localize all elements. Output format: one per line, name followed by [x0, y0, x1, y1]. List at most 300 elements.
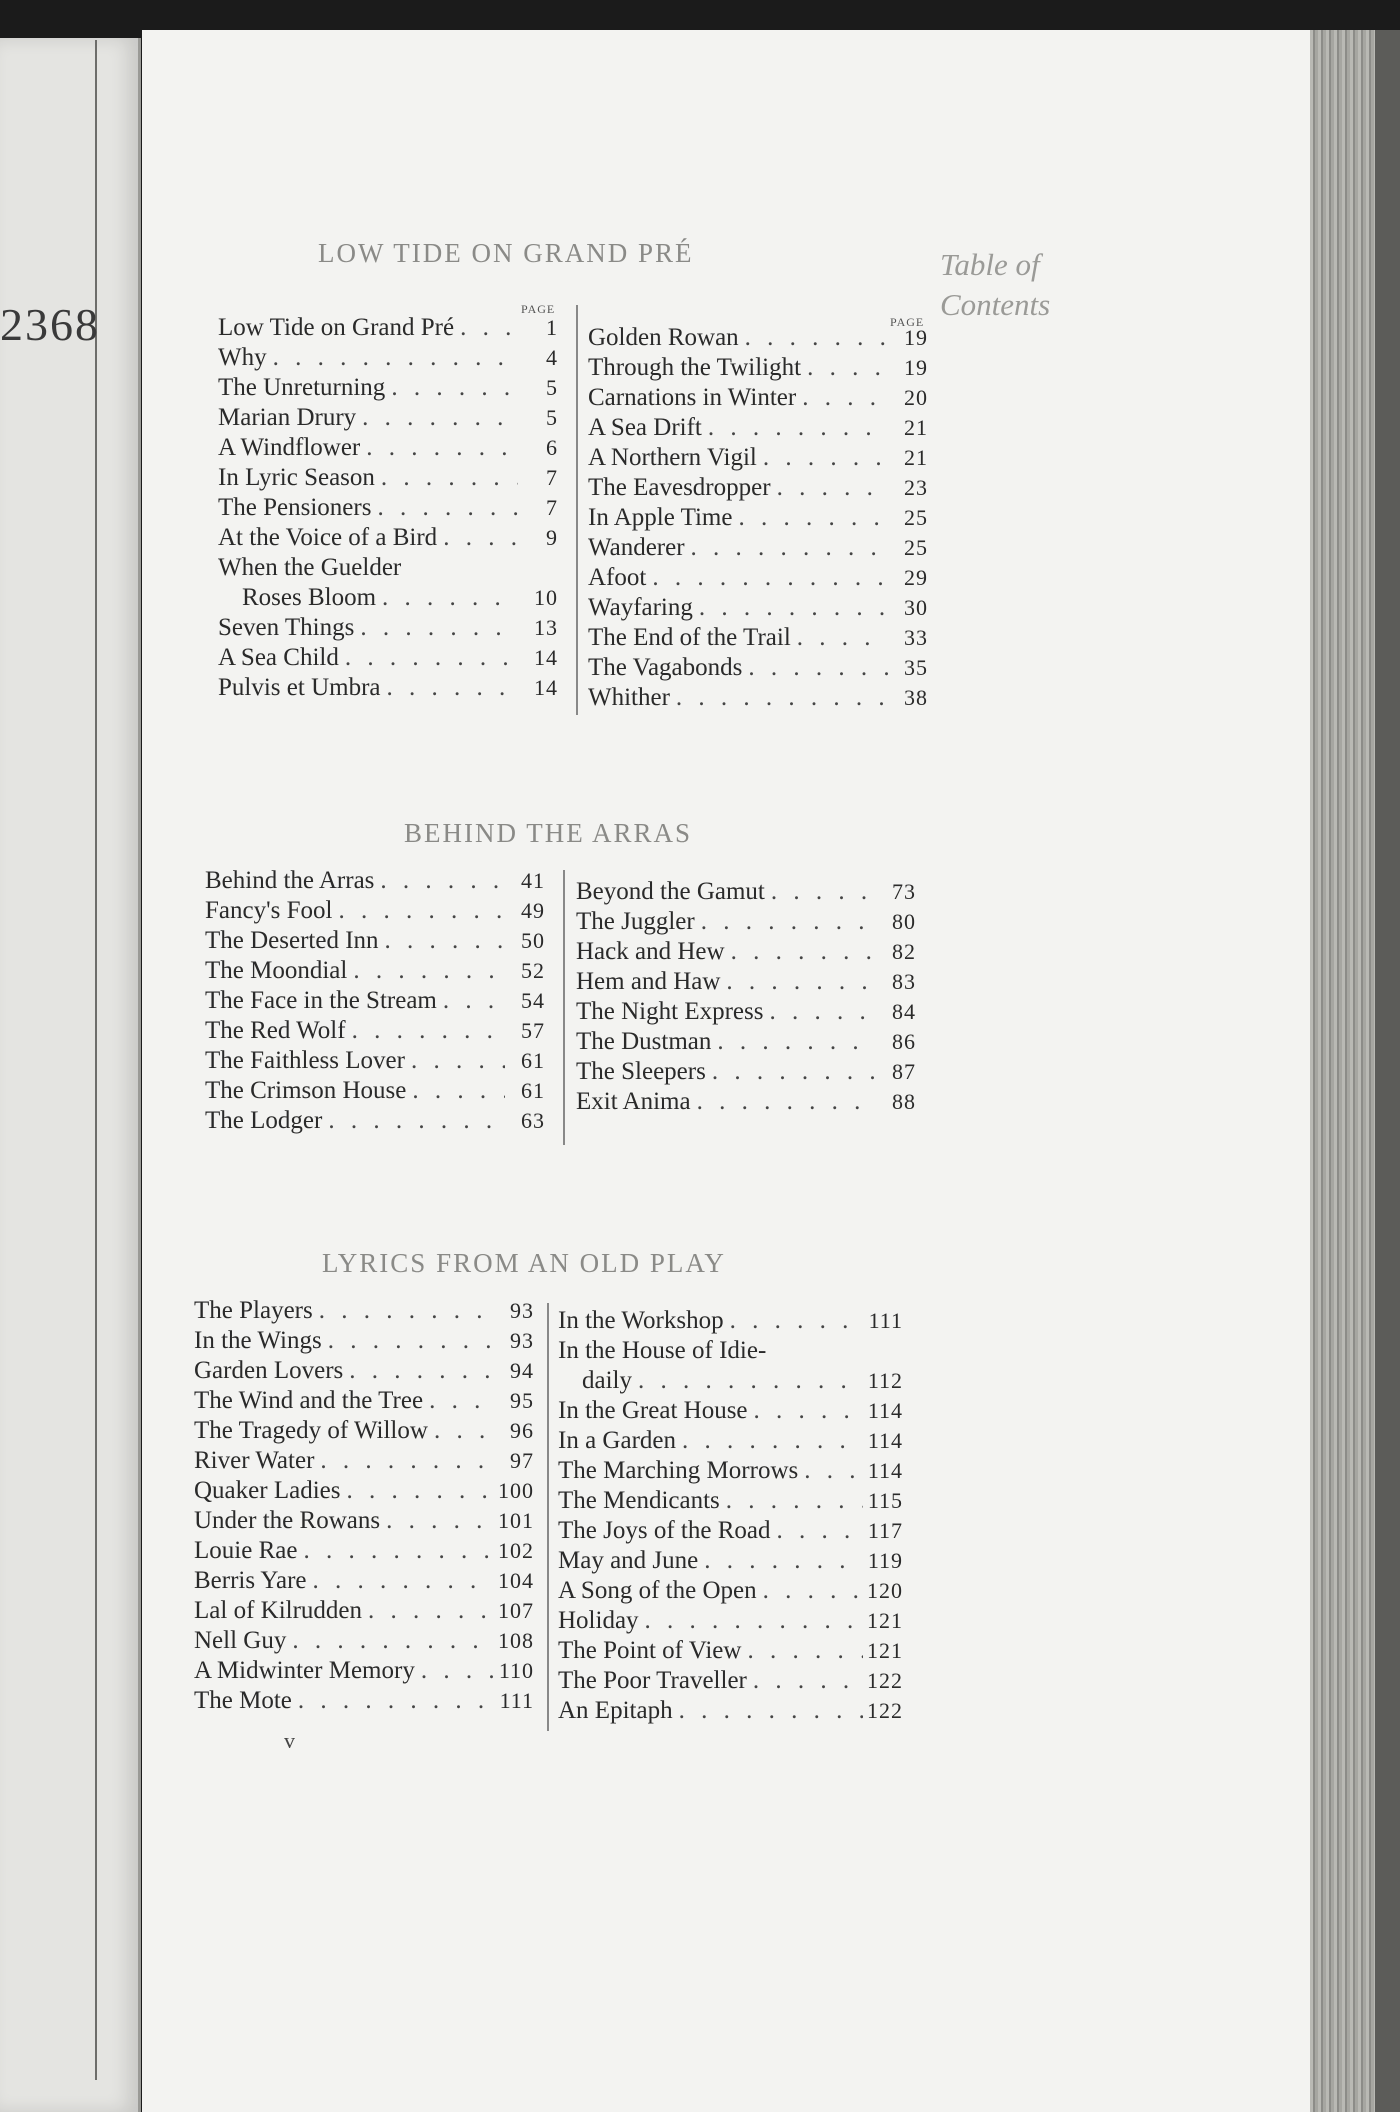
- entry-title: The Mote: [194, 1687, 292, 1714]
- toc-entry: [576, 1027, 916, 1057]
- toc-entry: [576, 1087, 916, 1117]
- dot-leader: [748, 1396, 863, 1426]
- entry-page-number: 97: [510, 1448, 534, 1473]
- entry-page-number: 61: [521, 1048, 545, 1073]
- toc-entry: [588, 503, 928, 533]
- entry-page-number: 95: [510, 1388, 534, 1413]
- toc-entry: [194, 1626, 534, 1656]
- toc-entry: [205, 1076, 545, 1106]
- entry-title: The Deserted Inn: [205, 927, 379, 954]
- entry-page-number: 114: [867, 1398, 903, 1423]
- toc-entry: [558, 1696, 903, 1726]
- entry-page-number: 121: [867, 1638, 903, 1663]
- entry-page-number: 14: [534, 675, 558, 700]
- book-spine-shadow: [1375, 30, 1400, 2112]
- toc-entry: [588, 323, 928, 353]
- section-title: BEHIND THE ARRAS: [404, 818, 693, 848]
- entry-title: At the Voice of a Bird: [218, 524, 438, 551]
- entry-title: The Wind and the Tree: [194, 1387, 424, 1414]
- entry-title: In the Workshop: [558, 1307, 724, 1334]
- entry-title: Louie Rae: [194, 1537, 298, 1564]
- toc-entry: [588, 413, 928, 443]
- dot-leader: [343, 1356, 494, 1386]
- dot-leader: [292, 1686, 494, 1716]
- dot-leader: [702, 413, 888, 443]
- entry-title: Nell Guy: [194, 1627, 287, 1654]
- toc-entry: [558, 1666, 903, 1696]
- margin-title: [940, 245, 1110, 325]
- toc-entry: [194, 1596, 534, 1626]
- entry-title: The Vagabonds: [588, 654, 743, 681]
- entry-page-number: 33: [904, 625, 928, 650]
- dot-leader: [676, 1426, 863, 1456]
- dot-leader: [741, 1636, 863, 1666]
- dot-leader: [314, 1446, 494, 1476]
- dot-leader: [747, 1666, 863, 1696]
- entry-page-number: 7: [546, 465, 558, 490]
- entry-page-number: 21: [904, 415, 928, 440]
- entry-title: Beyond the Gamut: [576, 878, 765, 905]
- entry-page-number: 80: [892, 909, 916, 934]
- toc-entry: [194, 1536, 534, 1566]
- entry-title: In a Garden: [558, 1427, 676, 1454]
- entry-page-number: 122: [867, 1698, 903, 1723]
- toc-entry: [218, 433, 558, 463]
- dot-leader: [428, 1416, 494, 1446]
- dot-leader: [706, 1057, 876, 1087]
- entry-page-number: 87: [892, 1059, 916, 1084]
- dot-leader: [360, 433, 518, 463]
- dot-leader: [297, 1536, 494, 1566]
- toc-column-right: [576, 877, 916, 1117]
- dot-leader: [763, 997, 876, 1027]
- entry-page-number: 1: [546, 315, 558, 340]
- entry-title: Marian Drury: [218, 404, 357, 431]
- dot-leader: [732, 503, 888, 533]
- toc-entry: [218, 523, 558, 553]
- toc-entry: [218, 673, 558, 703]
- toc-entry: [588, 653, 928, 683]
- call-number-stamp: 2368: [0, 299, 100, 350]
- entry-page-number: 61: [521, 1078, 545, 1103]
- entry-page-number: 14: [534, 645, 558, 670]
- entry-page-number: 111: [868, 1308, 903, 1333]
- entry-page-number: 115: [867, 1488, 903, 1513]
- entry-title: A Midwinter Memory: [194, 1657, 415, 1684]
- dot-leader: [646, 563, 888, 593]
- dot-leader: [354, 613, 518, 643]
- toc-entry: [205, 896, 545, 926]
- toc-entry: [576, 967, 916, 997]
- entry-title: Behind the Arras: [205, 867, 375, 894]
- toc-entry: [194, 1416, 534, 1446]
- section-title: LOW TIDE ON GRAND PRÉ: [318, 238, 694, 268]
- toc-entry: [218, 493, 558, 523]
- dot-leader: [437, 986, 505, 1016]
- dot-leader: [801, 353, 888, 383]
- toc-column-left: [205, 866, 545, 1136]
- entry-title: Garden Lovers: [194, 1357, 344, 1384]
- toc-entry: [558, 1306, 903, 1336]
- entry-page-number: 104: [498, 1568, 534, 1593]
- entry-page-number: 49: [521, 898, 545, 923]
- entry-title: Under the Rowans: [194, 1507, 381, 1534]
- entry-page-number: 30: [904, 595, 928, 620]
- entry-title: Seven Things: [218, 614, 355, 641]
- dot-leader: [405, 1046, 505, 1076]
- entry-page-number: 19: [904, 355, 928, 380]
- toc-entry: [218, 463, 558, 493]
- entry-page-number: 100: [498, 1478, 534, 1503]
- dot-leader: [673, 1696, 863, 1726]
- dot-leader: [757, 1576, 863, 1606]
- entry-title: Berris Yare: [194, 1567, 307, 1594]
- entry-title: Holiday: [558, 1607, 639, 1634]
- entry-title: Whither: [588, 684, 670, 711]
- entry-page-number: 96: [510, 1418, 534, 1443]
- entry-page-number: 63: [521, 1108, 545, 1133]
- dot-leader: [698, 1546, 863, 1576]
- toc-entry: [588, 593, 928, 623]
- toc-entry: [205, 866, 545, 896]
- dot-leader: [346, 1016, 505, 1046]
- entry-title: In Apple Time: [588, 504, 733, 531]
- entry-page-number: 110: [498, 1658, 534, 1683]
- toc-entry: [194, 1656, 534, 1686]
- entry-title: Fancy's Fool: [205, 897, 333, 924]
- entry-page-number: 122: [867, 1668, 903, 1693]
- toc-entry: [194, 1386, 534, 1416]
- margin-title-line-1: Table of: [940, 247, 1040, 282]
- entry-title: The Lodger: [205, 1107, 323, 1134]
- toc-entry: [194, 1686, 534, 1716]
- entry-title: Roses Bloom: [242, 584, 377, 611]
- toc-entry: [194, 1296, 534, 1326]
- entry-title: Carnations in Winter: [588, 384, 797, 411]
- entry-page-number: 41: [521, 868, 545, 893]
- entry-page-number: 82: [892, 939, 916, 964]
- dot-leader: [380, 1506, 494, 1536]
- dot-leader: [798, 1456, 863, 1486]
- dot-leader: [307, 1566, 495, 1596]
- dot-leader: [423, 1386, 494, 1416]
- toc-entry: [588, 443, 928, 473]
- entry-title: The Eavesdropper: [588, 474, 771, 501]
- toc-entry: [558, 1516, 903, 1546]
- entry-page-number: 19: [904, 325, 928, 350]
- entry-title: The Juggler: [576, 908, 695, 935]
- entry-title: The End of the Trail: [588, 624, 791, 651]
- dot-leader: [339, 643, 518, 673]
- dot-leader: [724, 1306, 863, 1336]
- dot-leader: [757, 443, 888, 473]
- toc-entry: [205, 926, 545, 956]
- toc-entry: [218, 343, 558, 373]
- toc-entry: [558, 1576, 903, 1606]
- entry-title: A Northern Vigil: [588, 444, 757, 471]
- entry-page-number: 88: [892, 1089, 916, 1114]
- entry-page-number: 25: [904, 535, 928, 560]
- entry-page-number: 5: [546, 405, 558, 430]
- entry-title: The Players: [194, 1297, 313, 1324]
- entry-page-number: 112: [867, 1368, 903, 1393]
- dot-leader: [711, 1027, 876, 1057]
- entry-title: In the Great House: [558, 1397, 748, 1424]
- toc-entry: [588, 533, 928, 563]
- entry-title: The Dustman: [576, 1028, 712, 1055]
- entry-page-number: 114: [867, 1458, 903, 1483]
- dot-leader: [376, 583, 518, 613]
- entry-page-number: 83: [892, 969, 916, 994]
- entry-title: The Mendicants: [558, 1487, 720, 1514]
- entry-title: The Pensioners: [218, 494, 372, 521]
- entry-page-number: 101: [498, 1508, 534, 1533]
- entry-title: The Point of View: [558, 1637, 742, 1664]
- dot-leader: [356, 403, 518, 433]
- entry-page-number: 9: [546, 525, 558, 550]
- entry-title: Golden Rowan: [588, 324, 739, 351]
- dot-leader: [332, 896, 505, 926]
- entry-title: In the Wings: [194, 1327, 322, 1354]
- toc-column-right: [558, 1306, 903, 1726]
- dot-leader: [322, 1326, 494, 1356]
- entry-page-number: 86: [892, 1029, 916, 1054]
- dot-leader: [691, 1087, 876, 1117]
- toc-entry: [558, 1426, 903, 1456]
- entry-title: The Poor Traveller: [558, 1667, 747, 1694]
- entry-page-number: 6: [546, 435, 558, 460]
- entry-page-number: 13: [534, 615, 558, 640]
- entry-title: The Marching Morrows: [558, 1457, 799, 1484]
- entry-title: Wayfaring: [588, 594, 693, 621]
- entry-page-number: 57: [521, 1018, 545, 1043]
- entry-title: Lal of Kilrudden: [194, 1597, 363, 1624]
- entry-title: Hem and Haw: [576, 968, 721, 995]
- entry-page-number: 23: [904, 475, 928, 500]
- dot-leader: [771, 473, 888, 503]
- entry-title: A Windflower: [218, 434, 361, 461]
- toc-entry: [558, 1546, 903, 1576]
- entry-page-number: 93: [510, 1298, 534, 1323]
- dot-leader: [739, 323, 888, 353]
- dot-leader: [379, 926, 505, 956]
- dot-leader: [362, 1596, 494, 1626]
- dot-leader: [791, 623, 888, 653]
- toc-entry: [588, 683, 928, 713]
- dot-leader: [695, 907, 876, 937]
- entry-title: Hack and Hew: [576, 938, 725, 965]
- dot-leader: [415, 1656, 494, 1686]
- entry-page-number: 25: [904, 505, 928, 530]
- entry-page-number: 54: [521, 988, 545, 1013]
- entry-title: Quaker Ladies: [194, 1477, 341, 1504]
- entry-page-number: 20: [904, 385, 928, 410]
- entry-page-number: 10: [534, 585, 558, 610]
- entry-title: May and June: [558, 1547, 699, 1574]
- dot-leader: [322, 1106, 505, 1136]
- entry-title: When the Guelder: [218, 554, 402, 581]
- toc-entry: [218, 583, 558, 613]
- toc-column-left: [218, 313, 558, 703]
- dot-leader: [765, 877, 876, 907]
- toc-entry: [194, 1476, 534, 1506]
- dot-leader: [374, 866, 505, 896]
- entry-title: In the House of Idie-: [558, 1337, 767, 1364]
- dot-leader: [639, 1606, 863, 1636]
- entry-title: A Sea Child: [218, 644, 339, 671]
- toc-entry: [194, 1446, 534, 1476]
- entry-title: The Unreturning: [218, 374, 386, 401]
- section-title: LYRICS FROM AN OLD PLAY: [322, 1248, 726, 1278]
- dot-leader: [406, 1076, 505, 1106]
- toc-entry: [205, 1016, 545, 1046]
- toc-entry: [558, 1366, 903, 1396]
- entry-title: The Face in the Stream: [205, 987, 437, 1014]
- dot-leader: [347, 956, 505, 986]
- dot-leader: [454, 313, 518, 343]
- entry-title: Low Tide on Grand Pré: [218, 314, 455, 341]
- dot-leader: [725, 937, 876, 967]
- toc-entry: [588, 563, 928, 593]
- entry-title: The Sleepers: [576, 1058, 706, 1085]
- entry-title: The Night Express: [576, 998, 764, 1025]
- entry-page-number: 7: [546, 495, 558, 520]
- toc-entry: [576, 937, 916, 967]
- entry-page-number: 108: [498, 1628, 534, 1653]
- toc-entry: [588, 473, 928, 503]
- toc-entry: [194, 1356, 534, 1386]
- entry-page-number: 4: [546, 345, 558, 370]
- entry-title: An Epitaph: [558, 1697, 673, 1724]
- entry-page-number: 21: [904, 445, 928, 470]
- dot-leader: [375, 463, 518, 493]
- toc-entry: [205, 1046, 545, 1076]
- margin-title-line-2: Contents: [940, 287, 1051, 322]
- entry-title: Why: [218, 344, 267, 371]
- entry-page-number: 52: [521, 958, 545, 983]
- entry-title: In Lyric Season: [218, 464, 375, 491]
- entry-page-number: 93: [510, 1328, 534, 1353]
- entry-title: The Crimson House: [205, 1077, 407, 1104]
- toc-entry: [558, 1336, 903, 1366]
- entry-title: The Joys of the Road: [558, 1517, 771, 1544]
- page-column-label: PAGE: [890, 315, 925, 329]
- entry-page-number: 73: [892, 879, 916, 904]
- dot-leader: [340, 1476, 494, 1506]
- toc-entry: [558, 1606, 903, 1636]
- dot-leader: [770, 1516, 863, 1546]
- entry-page-number: 94: [510, 1358, 534, 1383]
- entry-page-number: 120: [867, 1578, 903, 1603]
- dot-leader: [371, 493, 518, 523]
- entry-page-number: 119: [867, 1548, 903, 1573]
- toc-entry: [588, 383, 928, 413]
- entry-title: Pulvis et Umbra: [218, 674, 381, 701]
- toc-column-right: [588, 323, 928, 713]
- toc-entry: [218, 613, 558, 643]
- entry-page-number: 35: [904, 655, 928, 680]
- entry-page-number: 111: [499, 1688, 534, 1713]
- toc-entry: [194, 1506, 534, 1536]
- toc-entry: [576, 877, 916, 907]
- toc-entry: [218, 373, 558, 403]
- dot-leader: [385, 373, 518, 403]
- entry-title: The Tragedy of Willow: [194, 1417, 428, 1444]
- toc-entry: [558, 1396, 903, 1426]
- toc-entry: [588, 623, 928, 653]
- entry-title: The Red Wolf: [205, 1017, 346, 1044]
- entry-title: A Sea Drift: [588, 414, 702, 441]
- dot-leader: [267, 343, 518, 373]
- dot-leader: [437, 523, 518, 553]
- toc-entry: [218, 403, 558, 433]
- dot-leader: [670, 683, 888, 713]
- toc-entry: [218, 553, 558, 583]
- entry-title: daily: [582, 1367, 632, 1394]
- toc-entry: [218, 313, 558, 343]
- dot-leader: [742, 653, 888, 683]
- dot-leader: [685, 533, 888, 563]
- toc-entry: [194, 1326, 534, 1356]
- dot-leader: [720, 1486, 863, 1516]
- page-folio: v: [284, 1728, 295, 1753]
- toc-entry: [558, 1486, 903, 1516]
- entry-page-number: 50: [521, 928, 545, 953]
- column-divider: [547, 1303, 549, 1731]
- column-divider: [563, 870, 565, 1145]
- dot-leader: [720, 967, 876, 997]
- entry-title: Through the Twilight: [588, 354, 802, 381]
- dot-leader: [381, 673, 519, 703]
- toc-entry: [218, 643, 558, 673]
- entry-page-number: 117: [867, 1518, 903, 1543]
- entry-page-number: 29: [904, 565, 928, 590]
- entry-page-number: 84: [892, 999, 916, 1024]
- column-divider: [576, 305, 578, 715]
- entry-title: The Moondial: [205, 957, 348, 984]
- entry-title: Wanderer: [588, 534, 685, 561]
- dot-leader: [286, 1626, 494, 1656]
- toc-entry: [558, 1456, 903, 1486]
- entry-page-number: 107: [498, 1598, 534, 1623]
- toc-entry: [194, 1566, 534, 1596]
- entry-title: A Song of the Open: [558, 1577, 757, 1604]
- entry-page-number: 114: [867, 1428, 903, 1453]
- toc-column-left: [194, 1296, 534, 1716]
- dot-leader: [632, 1366, 863, 1396]
- toc-entry: [205, 986, 545, 1016]
- page-column-label: PAGE: [521, 302, 556, 316]
- entry-page-number: 38: [904, 685, 928, 710]
- entry-title: The Faithless Lover: [205, 1047, 405, 1074]
- toc-entry: [576, 907, 916, 937]
- entry-page-number: 121: [867, 1608, 903, 1633]
- entry-page-number: 5: [546, 375, 558, 400]
- toc-entry: [558, 1636, 903, 1666]
- entry-title: River Water: [194, 1447, 315, 1474]
- dot-leader: [693, 593, 888, 623]
- entry-title: Afoot: [588, 564, 647, 591]
- dot-leader: [313, 1296, 494, 1326]
- toc-entry: [205, 1106, 545, 1136]
- entry-page-number: 102: [498, 1538, 534, 1563]
- entry-title: Exit Anima: [576, 1088, 691, 1115]
- toc-entry: [576, 997, 916, 1027]
- toc-entry: [588, 353, 928, 383]
- dot-leader: [796, 383, 888, 413]
- toc-entry: [576, 1057, 916, 1087]
- toc-entry: [205, 956, 545, 986]
